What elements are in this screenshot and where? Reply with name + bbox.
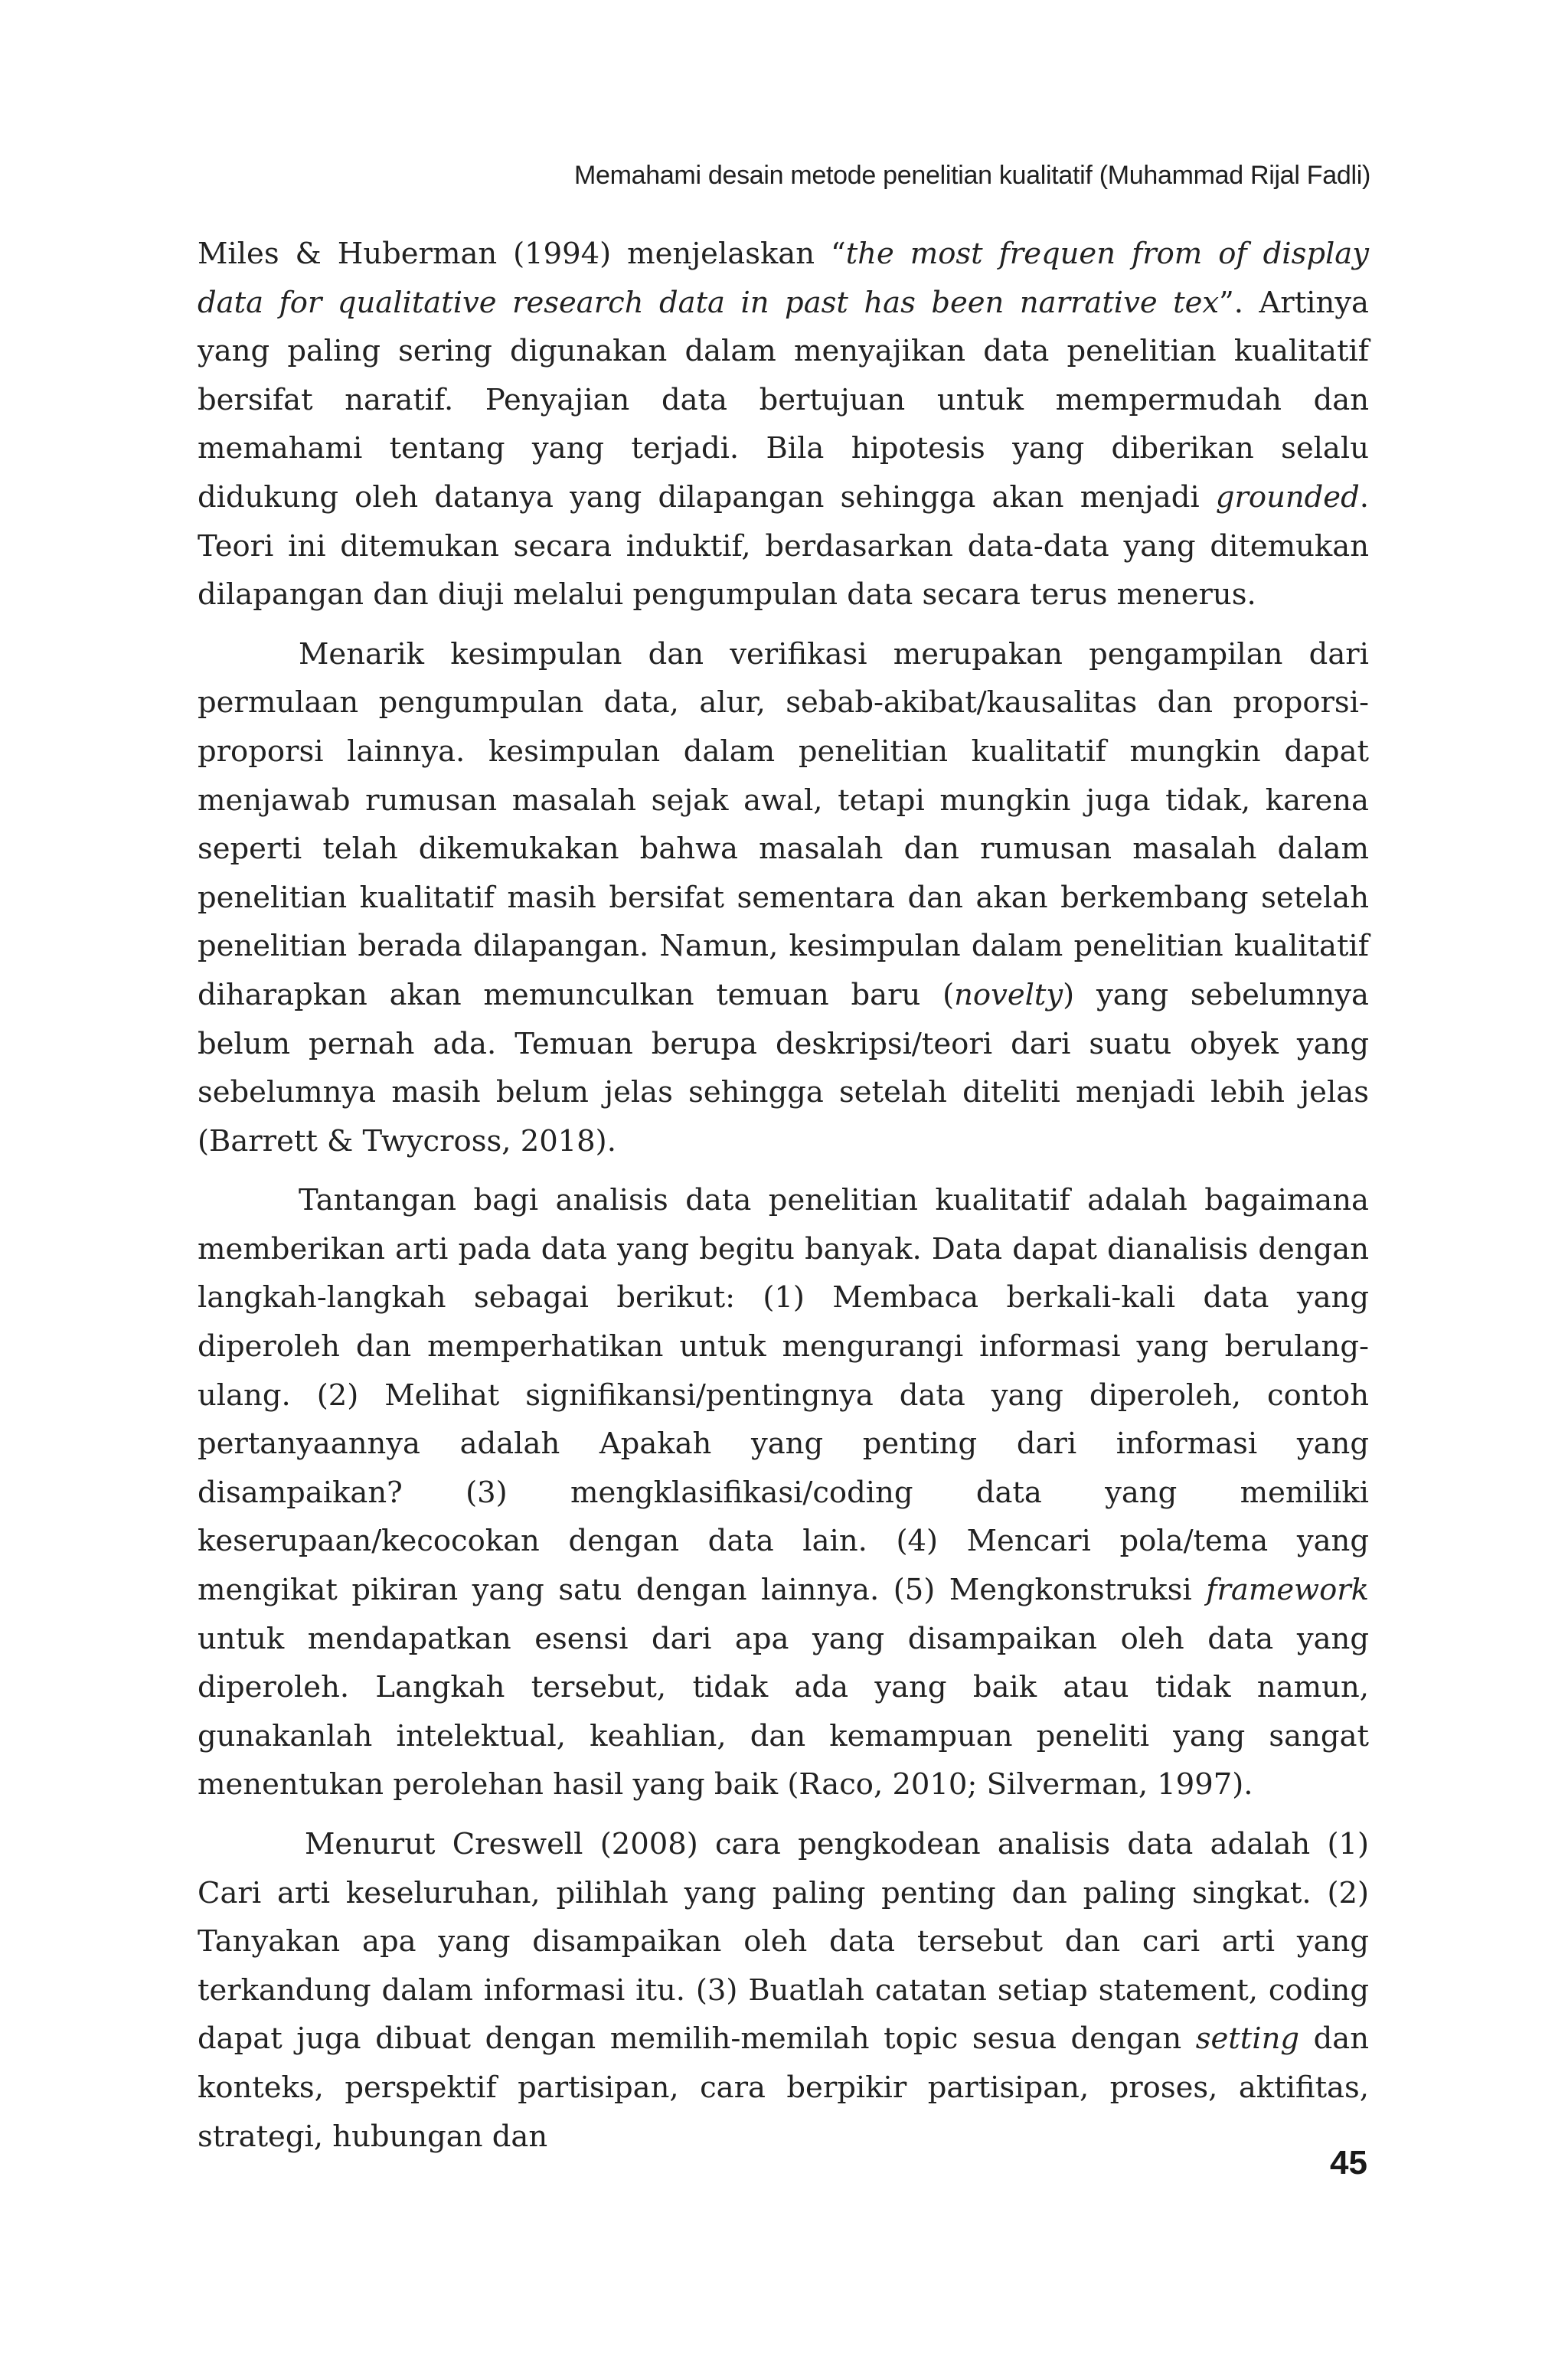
text-segment: ”. Artinya yang paling sering digunakan dalam menyajikan data penelitian kualitatif bersifat naratif. Penyajian data bertujuan untuk mempermudah dan memahami tentang yang terjadi. Bila hipotesis yang diberikan selalu didukung oleh datanya yang dilapangan sehingga akan menjadi — [198, 285, 1369, 515]
paragraph-creswell — [198, 1820, 1369, 2161]
italic-term: novelty — [954, 977, 1063, 1012]
text-segment: ) yang sebelumnya belum pernah ada. Temuan berupa deskripsi/teori dari suatu obyek yang sebelumnya masih belum jelas sehingga setelah diteliti menjadi lebih jelas (Barrett & Twycross, 2018). — [198, 977, 1369, 1159]
italic-term: grounded — [1215, 479, 1360, 515]
italic-term: setting — [1195, 2021, 1300, 2057]
page-number: 45 — [1330, 2144, 1367, 2181]
text-segment: Tantangan bagi analisis data penelitian kualitatif adalah bagaimana memberikan arti pada data yang begitu banyak. Data dapat dianalisis dengan langkah-langkah sebagai berikut: (1) Membaca berkali-kali data yang diperoleh dan memperhatikan untuk mengurangi informasi yang berulang-ulang. (2) Melihat signifikansi/pentingnya data yang diperoleh, contoh pertanyaannya adalah Apakah yang penting dari informasi yang disampaikan? (3) mengklasifikasi/coding data yang memiliki keserupaan/kecocokan dengan data lain. (4) Mencari pola/tema yang mengikat pikiran yang satu dengan lainnya. (5) Mengkonstruksi — [198, 1183, 1369, 1608]
italic-term: framework — [1206, 1573, 1369, 1608]
text-segment: untuk mendapatkan esensi dari apa yang disampaikan oleh data yang diperoleh. Langkah tersebut, tidak ada yang baik atau tidak namun, gunakanlah intelektual, keahlian, dan kemampuan peneliti yang sangat menentukan perolehan hasil yang baik (Raco, 2010; Silverman, 1997). — [198, 1621, 1369, 1802]
text-segment: Menurut Creswell (2008) cara pengkodean analisis data adalah (1) Cari arti keseluruhan, pilihlah yang paling penting dan paling singkat. (2) Tanyakan apa yang disampaikan oleh data tersebut dan cari arti yang terkandung dalam informasi itu. (3) Buatlah catatan setiap statement, coding dapat juga dibuat dengan memilih-memilah topic sesua dengan — [198, 1827, 1369, 2057]
text-segment: . Teori ini ditemukan secara induktif, berdasarkan data-data yang ditemukan dilapangan dan diuji melalui pengumpulan data secara terus menerus. — [198, 479, 1369, 613]
text-segment: Menarik kesimpulan dan verifikasi merupakan pengampilan dari permulaan pengumpulan data, alur, sebab-akibat/kausalitas dan proporsi-proporsi lainnya. kesimpulan dalam penelitian kualitatif mungkin dapat menjawab rumusan masalah sejak awal, tetapi mungkin juga tidak, karena seperti telah dikemukakan bahwa masalah dan rumusan masalah dalam penelitian kualitatif masih bersifat sementara dan akan berkembang setelah penelitian berada dilapangan. Namun, kesimpulan dalam penelitian kualitatif diharapkan akan memunculkan temuan baru ( — [198, 636, 1369, 1012]
text-segment: dan konteks, perspektif partisipan, cara berpikir partisipan, proses, aktifitas, strategi, hubungan dan — [198, 2021, 1370, 2154]
running-header: Memahami desain metode penelitian kualitatif (Muhammad Rijal Fadli) — [573, 161, 1370, 190]
paragraph-tantangan — [198, 1176, 1369, 1809]
paragraph-kesimpulan — [198, 630, 1369, 1166]
body-text — [198, 230, 1369, 2172]
italic-quote: the most frequen from of display data for qualitative research data in past has been narrative tex — [198, 237, 1370, 320]
text-segment: Miles & Huberman (1994) menjelaskan “ — [198, 237, 846, 271]
paragraph-miles-huberman — [198, 230, 1369, 619]
